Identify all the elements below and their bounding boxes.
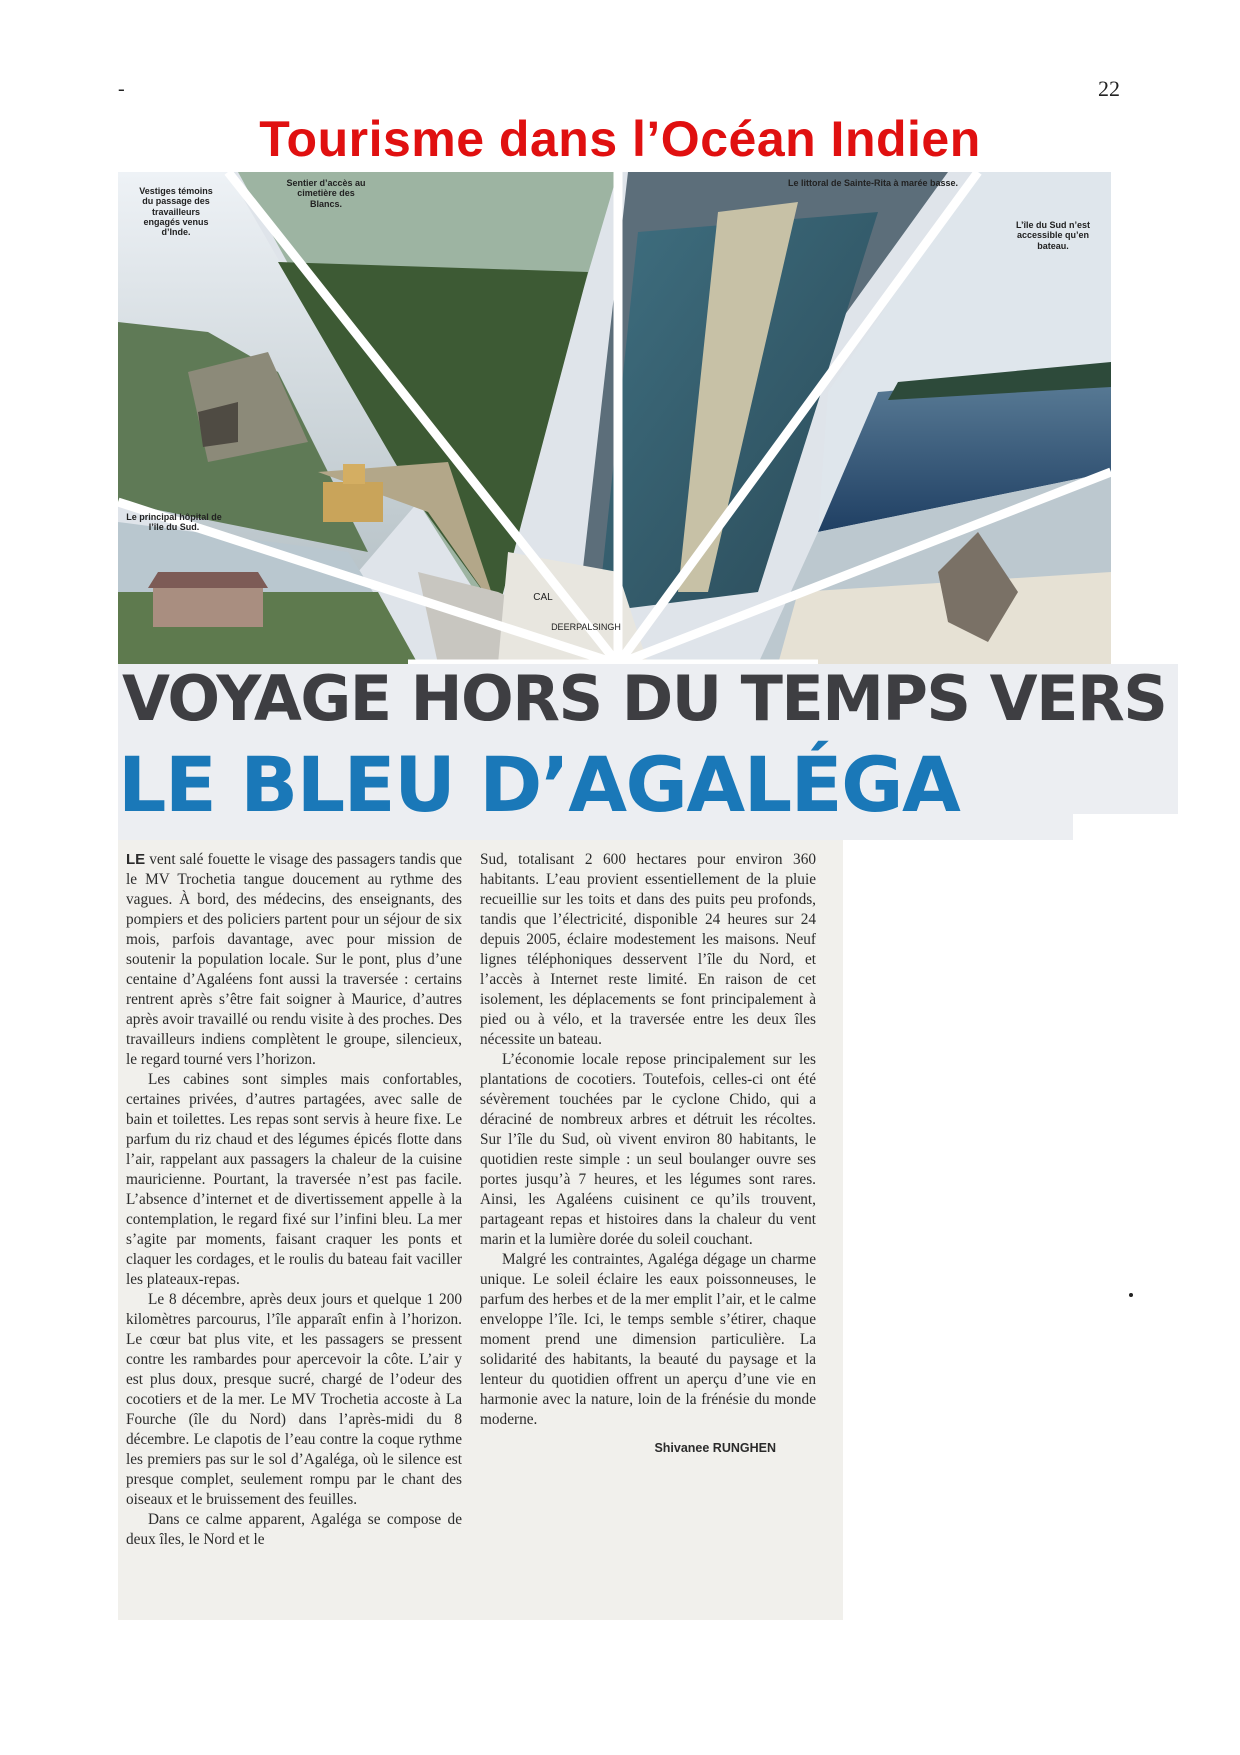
paragraph: Malgré les contraintes, Agaléga dégage un charme unique. Le soleil éclaire les eaux poissonneuses, le parfum des herbes et de la mer emplit l’air, et le calme enveloppe l’île. Ici, le temps semble s’étirer, chaque moment prend une dimension particulière. La solidarité des habitants, la beauté du paysage et la lenteur du quotidien offrent un aperçu d’une vie en harmonie avec la nature, loin de la frénésie du monde moderne. (480, 1251, 816, 1428)
paragraph: L’économie locale repose principalement sur les plantations de cocotiers. Toutefois, celles-ci ont été sévèrement touchées par le cyclone Chido, qui a déraciné de nombreux arbres et détruit les récoltes. Sur l’île du Sud, où vivent environ 80 habitants, le quotidien reste simple : un seul boulanger ouvre ses portes jusqu’à 7 heures, et les légumes sont rares. Ainsi, les Agaléens cuisinent ce qu’ils trouvent, partageant repas et histoires dans la chaleur du vent marin et la lumière dorée du soleil couchant. (480, 1051, 816, 1248)
caption-littoral: Le littoral de Sainte-Rita à marée basse. (787, 178, 959, 188)
lead-word: LE (126, 851, 146, 868)
paragraph: Sud, totalisant 2 600 hectares pour environ 360 habitants. L’eau provient essentiellement de la pluie recueillie sur les toits et dans des puits peu profonds, tandis que l’électricité, disponible 24 heures sur 24 depuis 2005, éclaire modestement les maisons. Neuf lignes téléphoniques desservent l’île du Nord, et l’accès à Internet reste limité. En raison de cet isolement, les déplacements se font principalement à pied ou à vélo, et la traversée entre les deux îles nécessite un bateau. (480, 851, 816, 1048)
headline-line-1: VOYAGE HORS DU TEMPS VERS (122, 662, 1167, 735)
photo-collage (118, 172, 1111, 664)
page-number: 22 (1098, 76, 1120, 101)
article-column-1 (126, 850, 462, 1550)
paragraph: Le 8 décembre, après deux jours et quelque 1 200 kilomètres parcourus, l’île apparaît enfin à l’horizon. Le cœur bat plus vite, et les passagers se pressent contre les rambardes pour apercevoir la côte. L’air y est plus doux, presque sucré, chargé de l’odeur des cocotiers et de la mer. Le MV Trochetia accoste à La Fourche (île du Nord) dans l’après-midi du 8 décembre. Le clapotis de l’eau contre la coque rythme les premiers pas sur le sol d’Agaléga, où le silence est presque complet, seulement rompu par le chant des oiseaux et le bruissement des feuilles. (126, 1291, 462, 1508)
tombstone-line-1: CAL (533, 592, 553, 603)
newspaper-clipping (118, 664, 1178, 1620)
paragraph: LE vent salé fouette le visage des passagers tandis que le MV Trochetia tangue doucement au rythme des vagues. À bord, des médecins, des enseignants, des pompiers et des policiers partent pour un séjour de six mois, parfois davantage, avec pour mission de soutenir la population locale. Sur le pont, plus d’une centaine d’Agaléens font aussi la traversée : certains rentrent après s’être fait soigner à Maurice, d’autres après avoir travaillé ou rendu visite à des proches. Des travailleurs indiens complètent le groupe, silencieux, le regard tourné vers l’horizon. (126, 851, 463, 1068)
caption-ile-du-sud: L’île du Sud n’est accessible qu’en bateau. (1015, 220, 1090, 251)
article-column-2 (480, 850, 816, 1458)
caption-sentier: Sentier d’accès au cimetière des Blancs. (286, 178, 366, 209)
stray-dot (1129, 1293, 1133, 1297)
headline-line-2: LE BLEU D’AGALÉGA (118, 740, 960, 829)
paragraph: Dans ce calme apparent, Agaléga se compose de deux îles, le Nord et le (126, 1511, 462, 1548)
caption-hopital: Le principal hôpital de l’île du Sud. (126, 512, 222, 533)
caption-vestiges: Vestiges témoins du passage des travailleurs engagés venus d’Inde. (139, 186, 213, 238)
collage-image (118, 172, 1111, 664)
paragraph: Les cabines sont simples mais confortables, certaines privées, d’autres partagées, avec salle de bain et toilettes. Les repas sont servis à heure fixe. Le parfum du riz chaud et des légumes épicés flotte dans l’air, rappelant aux passagers la chaleur de la cuisine mauricienne. Pourtant, la traversée n’est pas facile. L’absence d’internet et de divertissement appelle à la contemplation, le regard fixé sur l’infini bleu. La mer s’agite par moments, faisant craquer les ponts et claquer les cordages, et le roulis du bateau fait vaciller les plateaux-repas. (126, 1071, 462, 1288)
tombstone-line-2: DEERPALSINGH (551, 622, 621, 632)
author-signature: Shivanee RUNGHEN (654, 1441, 776, 1455)
page-dash: - (118, 78, 125, 100)
page-title: Tourisme dans l’Océan Indien (259, 111, 981, 167)
